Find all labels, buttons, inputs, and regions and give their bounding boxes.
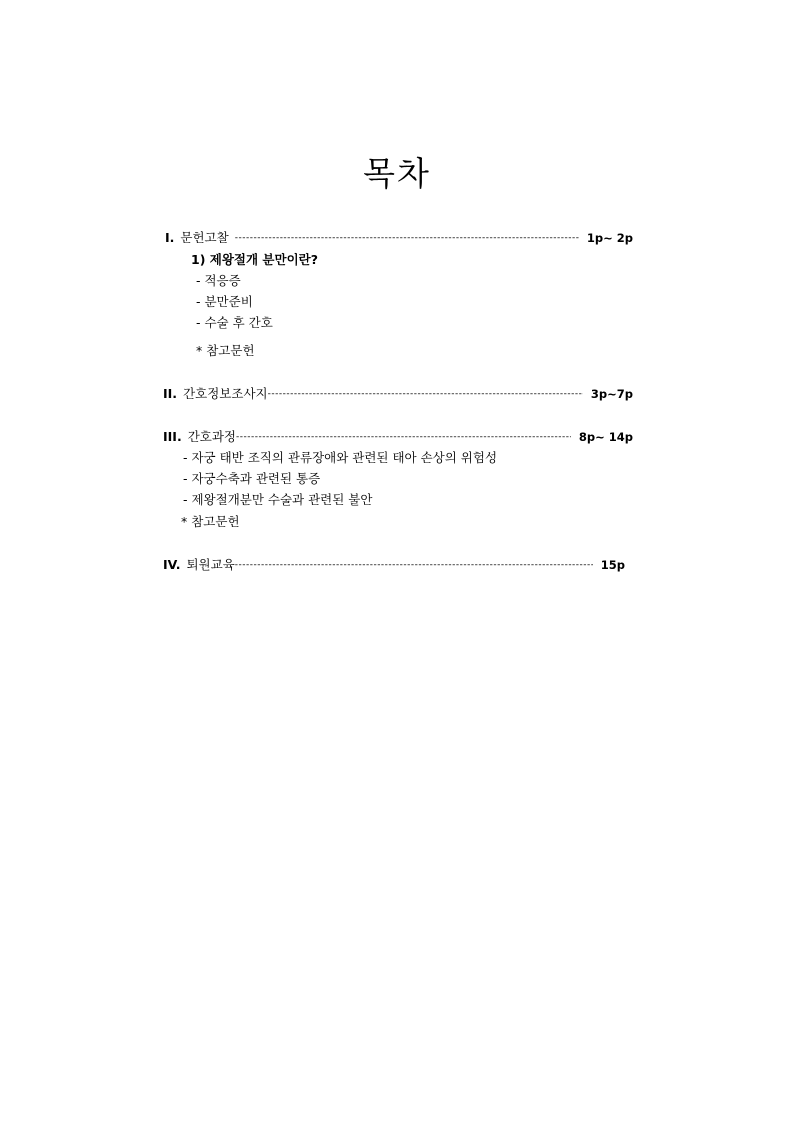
- section-number: II.: [163, 386, 178, 401]
- section-number: Ⅰ.: [165, 230, 175, 245]
- toc-item: - 적응증: [196, 273, 241, 288]
- toc-item: - 분만준비: [196, 294, 253, 309]
- dot-leader: [268, 386, 583, 402]
- section-number: IV.: [163, 557, 181, 572]
- section-heading: 문헌고찰: [180, 230, 229, 245]
- section-heading: 퇴원교육: [186, 557, 235, 572]
- page-range: 8p~ 14p: [578, 430, 633, 444]
- toc-entry-section-1[interactable]: [165, 230, 633, 246]
- page-range: 3p~7p: [590, 387, 633, 401]
- section-heading: 간호정보조사지: [183, 386, 268, 401]
- page-title: 목차: [363, 154, 431, 193]
- page-range: 15p: [600, 558, 625, 572]
- page-range: 1p~ 2p: [586, 231, 633, 245]
- toc-entry-section-2[interactable]: [163, 386, 633, 402]
- toc-reference: * 참고문헌: [181, 514, 240, 529]
- toc-item: - 제왕절개분만 수술과 관련된 불안: [183, 492, 373, 507]
- toc-reference: * 참고문헌: [196, 343, 255, 358]
- dot-leader: [235, 230, 579, 246]
- section-heading: 간호과정: [187, 429, 237, 444]
- dot-leader: [236, 429, 571, 445]
- toc-item: - 수술 후 간호: [196, 315, 273, 330]
- toc-item: - 자궁수축과 관련된 통증: [183, 471, 321, 486]
- toc-subheading: 1) 제왕절개 분만이란?: [191, 252, 318, 267]
- section-number: III.: [163, 429, 182, 444]
- dot-leader: [235, 557, 593, 573]
- toc-entry-section-3[interactable]: [163, 429, 633, 445]
- toc-entry-section-4[interactable]: [163, 557, 625, 573]
- toc-item: - 자궁 태반 조직의 관류장애와 관련된 태아 손상의 위험성: [183, 450, 498, 465]
